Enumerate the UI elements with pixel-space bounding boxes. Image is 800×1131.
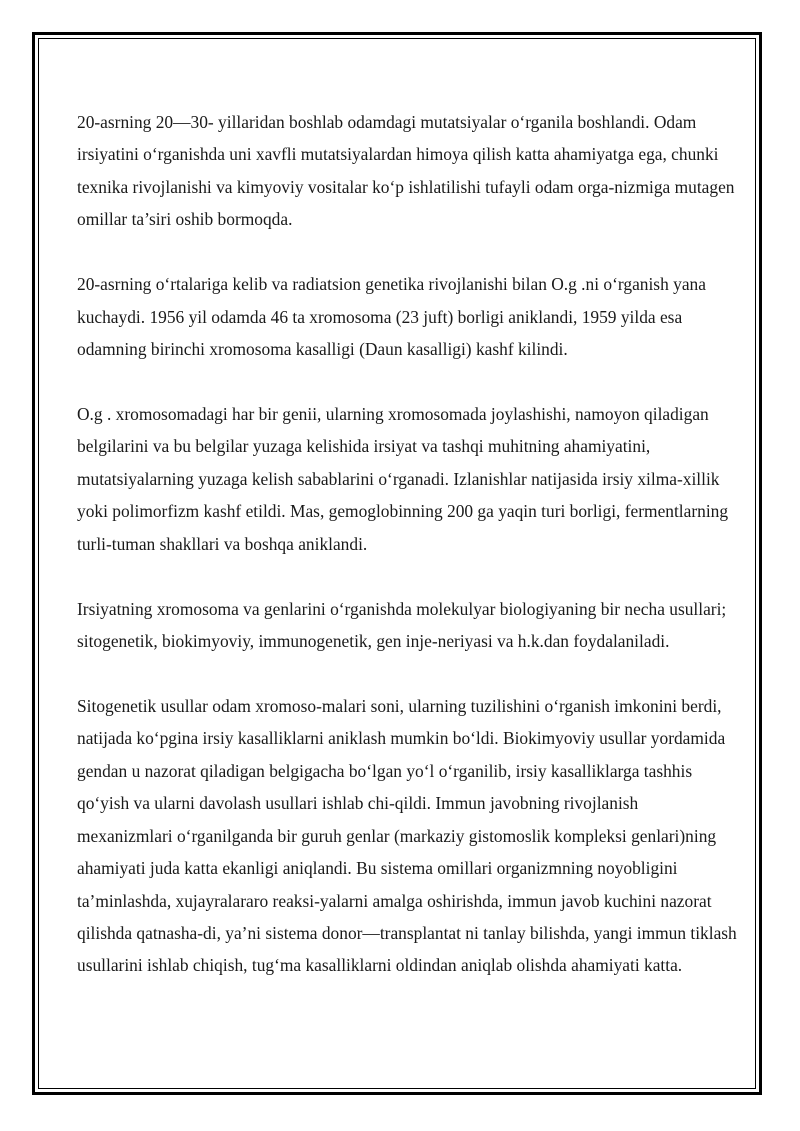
paragraph-4: Irsiyatning xromosoma va genlarini o‘rganishda molekulyar biologiyaning bir necha usullari; sitogenetik, biokimyoviy, immunogenetik, gen inje-neriyasi va h.k.dan foydalaniladi. (77, 598, 727, 652)
paragraph-5: Sitogenetik usullar odam xromoso-malari soni, ularning tuzilishini o‘rganish imkonini berdi, natijada ko‘pgina irsiy kasalliklarni aniklash mumkin bo‘ldi. Biokimyoviy usullar yordamida gendan u nazorat qiladigan belgigacha bo‘lgan yo‘l o‘rganilib, irsiy kasalliklarga tashhis qo‘yish va ularni davolash usullari ishlab chi-qildi. Immun javobning rivojlanish mexanizmlari o‘rganilganda bir guruh genlar (markaziy gistomoslik kompleksi genlari)ning ahamiyati juda katta ekanligi aniqlandi. Bu sistema omillari organizmning noyobligini ta’minlashda, xujayralararo reaksi-yalarni amalga oshirishda, immun javob kuchini nazorat qilishda qatnasha-di, ya’ni sistema donor—transplantat ni tanlay bilishda, yangi immun tiklash usullarini ishlab chiqish, tug‘ma kasalliklarni oldindan aniqlab olishda ahamiyati katta. (77, 696, 737, 976)
document-body (77, 106, 737, 1014)
paragraph-3: O.g . xromosomadagi har bir genii, ularning xromosomada joylashishi, namoyon qiladigan belgilarini va bu belgilar yuzaga kelishida irsiyat va tashqi muhitning ahamiyatini, mutatsiyalarning yuzaga kelish sabablarini o‘rganadi. Izlanishlar natijasida irsiy xilma-xillik yoki polimorfizm kashf etildi. Mas, gemoglobinning 200 ga yaqin turi borligi, fermentlarning turli-tuman shakllari va boshqa aniklandi. (77, 404, 729, 554)
paragraph-2: 20-asrning o‘rtalariga kelib va radiatsion genetika rivojlanishi bilan O.g .ni o‘rganish yana kuchaydi. 1956 yil odamda 46 ta xromosoma (23 juft) borligi aniklandi, 1959 yilda esa odamning birinchi xromosoma kasalligi (Daun kasalligi) kashf kilindi. (77, 274, 706, 360)
paragraph-1: 20-asrning 20—30- yillaridan boshlab odamdagi mutatsiyalar o‘rganila boshlandi. Odam irsiyatini o‘rganishda uni xavfli mutatsiyalardan himoya qilish katta ahamiyatga ega, chunki texnika rivojlanishi va kimyoviy vositalar ko‘p ishlatilishi tufayli odam orga-nizmiga mutagen omillar ta’siri oshib bormoqda. (77, 112, 735, 230)
